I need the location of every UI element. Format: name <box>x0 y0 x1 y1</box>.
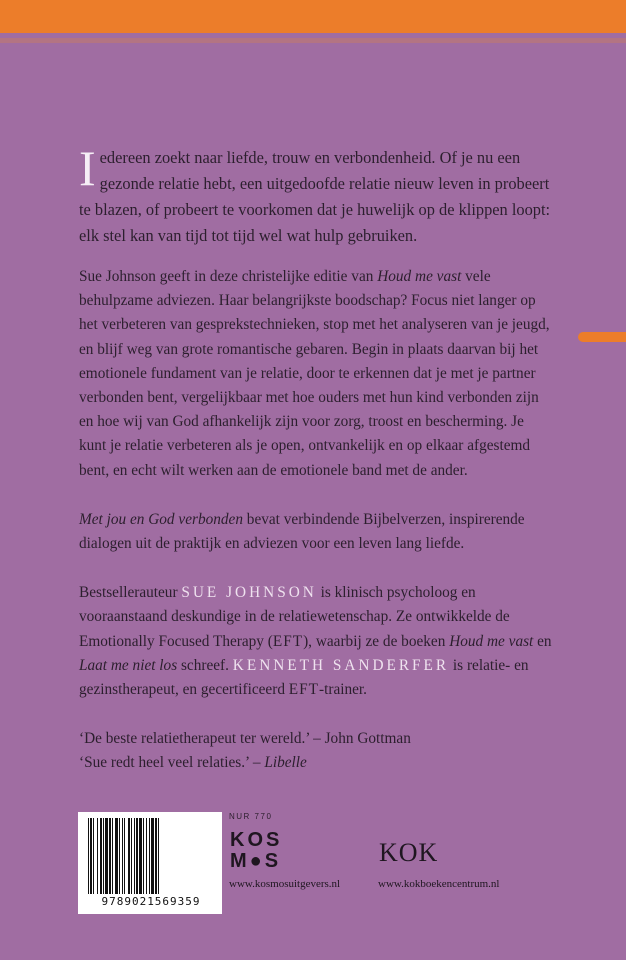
quote-libelle <box>79 751 554 775</box>
nur-code: NUR 770 <box>229 812 273 821</box>
kosmos-logo-line1: KOS <box>230 829 283 851</box>
book-title: Met jou en God verbonden <box>79 510 243 528</box>
author-paragraph <box>79 581 554 702</box>
quote-source-2: Libelle <box>264 754 307 772</box>
kok-logo: KOK <box>379 838 439 867</box>
author-text-4: en <box>533 632 552 650</box>
kosmos-logo <box>230 830 290 872</box>
author-name-sue-johnson: SUE JOHNSON <box>181 584 317 602</box>
quote-text-1: ‘De beste relatietherapeut ter wereld.’ <box>79 730 310 748</box>
author-text-3: ), waarbij ze de boeken <box>303 632 450 650</box>
eft-abbrev-2: EFT <box>288 681 319 699</box>
author-text-1: Bestsellerauteur <box>79 584 182 602</box>
intro-paragraph <box>79 140 554 249</box>
quote-separator-2: – <box>249 754 265 772</box>
author-text-7: -trainer. <box>319 681 367 699</box>
kosmos-website: www.kosmosuitgevers.nl <box>229 878 341 890</box>
barcode-bars <box>88 818 212 894</box>
isbn-barcode <box>78 812 222 914</box>
description-text-1: Sue Johnson geeft in deze christelijke editie van <box>79 268 378 285</box>
author-text-6: is relatie- en gezinstherapeut, en gecertificeerd <box>79 656 529 699</box>
back-cover-text <box>79 140 554 776</box>
kosmos-logo-line2: M●S <box>230 850 282 872</box>
barcode-number: 9789021569359 <box>101 895 201 908</box>
intro-text: edereen zoekt naar liefde, trouw en verbondenheid. Of je nu een gezonde relatie hebt, een uitgedoofde relatie nieuw leven in probeert te blazen, of probeert te voorkomen dat je huwelijk op de klippen loopt: elk stel kan van tijd tot tijd wel wat hulp gebruiken. <box>79 148 551 245</box>
quote-text-2: ‘Sue redt heel veel relaties.’ <box>79 754 250 772</box>
top-divider-shadow <box>0 38 626 43</box>
quote-gottman <box>79 727 554 751</box>
contents-paragraph <box>79 508 554 556</box>
author-text-2: is klinisch psycholoog en vooraanstaand deskundige in de relatiewetenschap. Ze ontwikkelde de Emotionally Focused Therapy ( <box>79 584 510 650</box>
book-title-houd-me-vast-2: Houd me vast <box>449 632 534 650</box>
barcode-stripe <box>159 818 160 894</box>
eft-abbrev: EFT <box>272 632 304 650</box>
contents-text: bevat verbindende Bijbelverzen, inspirerende dialogen uit de praktijk en adviezen voor een leven lang liefde. <box>79 510 525 553</box>
side-orange-tab <box>578 332 626 342</box>
description-paragraph <box>79 265 554 483</box>
description-text-2: vele behulpzame adviezen. Haar belangrijkste boodschap? Focus niet langer op het verbeteren van gesprekstechnieken, stop met het analyseren van je jeugd, en blijf weg van grote romantische gebaren. Begin in plaats daarvan bij het emotionele fundament van je relatie, door te erkennen dat je met je partner verbonden bent, vergelijkbaar met hoe ouders met hun kind verbonden zijn en hoe wij van God afhankelijk zijn voor zorg, troost en bescherming. Je kunt je relatie verbeteren als je open, ontvankelijk en op elkaar afgestemd bent, en echt wilt werken aan de emotionele band met de ander. <box>79 268 550 479</box>
author-text-5: schreef. <box>177 656 233 674</box>
book-title-laat-me-niet-los: Laat me niet los <box>79 656 178 674</box>
top-orange-band <box>0 0 626 33</box>
author-name-kenneth-sanderfer: KENNETH SANDERFER <box>232 656 450 674</box>
drop-cap: I <box>79 140 96 196</box>
kok-website: www.kokboekencentrum.nl <box>378 878 500 890</box>
quote-source-1: – John Gottman <box>309 730 411 748</box>
book-title-houd-me-vast: Houd me vast <box>377 268 462 285</box>
